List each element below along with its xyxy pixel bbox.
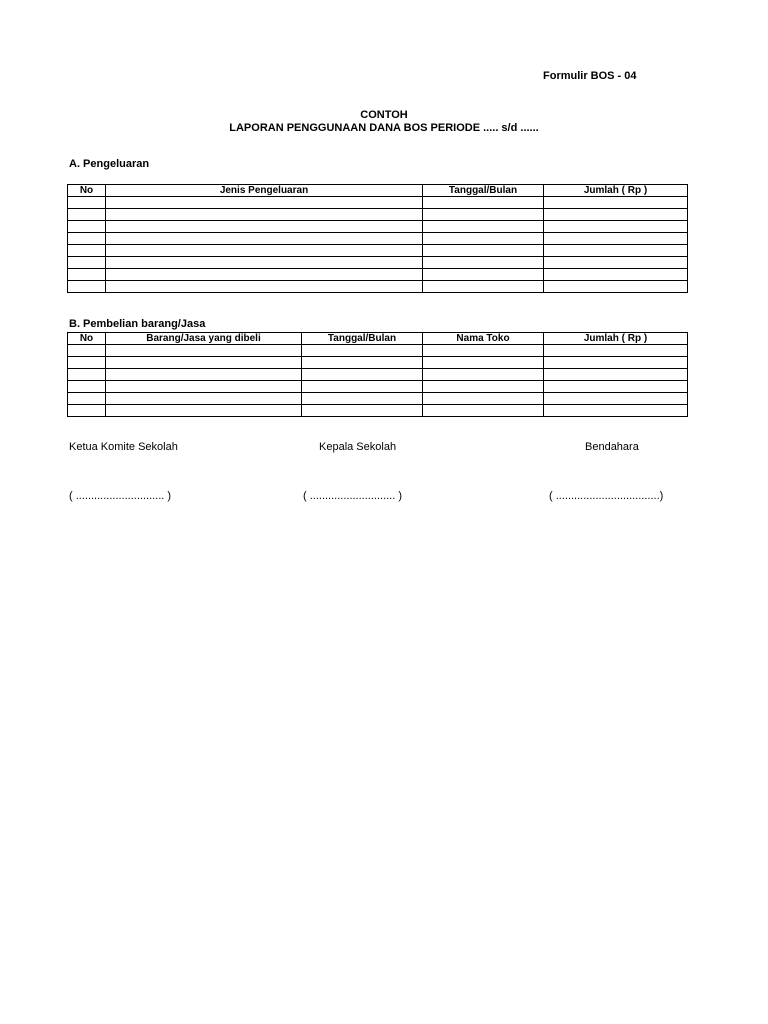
table-cell <box>423 357 544 369</box>
column-header: Jumlah ( Rp ) <box>544 333 688 345</box>
signature-line-kepala: ( ............................ ) <box>303 490 403 502</box>
table-cell <box>106 369 302 381</box>
table-cell <box>106 405 302 417</box>
table-cell <box>106 393 302 405</box>
table-cell <box>106 245 423 257</box>
table-cell <box>544 393 688 405</box>
table-cell <box>68 357 106 369</box>
table-row <box>68 269 688 281</box>
table-cell <box>544 197 688 209</box>
table-cell <box>302 381 423 393</box>
table-cell <box>302 345 423 357</box>
table-row <box>68 221 688 233</box>
table-cell <box>106 269 423 281</box>
table-cell <box>106 345 302 357</box>
table-cell <box>106 197 423 209</box>
table-cell <box>106 281 423 293</box>
table-cell <box>544 233 688 245</box>
column-header: Barang/Jasa yang dibeli <box>106 333 302 345</box>
signature-label-bendahara: Bendahara <box>585 441 639 453</box>
table-cell <box>423 245 544 257</box>
table-row <box>68 369 688 381</box>
table-cell <box>423 257 544 269</box>
table-header-row <box>68 185 688 197</box>
table-cell <box>423 209 544 221</box>
column-header: No <box>68 185 106 197</box>
table-row <box>68 233 688 245</box>
table-cell <box>68 245 106 257</box>
table-cell <box>68 369 106 381</box>
signature-line-bendahara: ( ..................................) <box>549 490 664 502</box>
table-cell <box>544 209 688 221</box>
table-cell <box>302 405 423 417</box>
table-cell <box>544 381 688 393</box>
table-cell <box>544 269 688 281</box>
table-cell <box>68 209 106 221</box>
table-row <box>68 345 688 357</box>
column-header: Jumlah ( Rp ) <box>544 185 688 197</box>
document-title: CONTOH <box>360 109 408 121</box>
table-cell <box>423 269 544 281</box>
table-cell <box>423 369 544 381</box>
table-cell <box>68 381 106 393</box>
table-cell <box>544 245 688 257</box>
table-cell <box>106 381 302 393</box>
table-row <box>68 357 688 369</box>
table-cell <box>68 345 106 357</box>
table-cell <box>302 393 423 405</box>
table-cell <box>106 209 423 221</box>
table-cell <box>68 393 106 405</box>
table-header-row <box>68 333 688 345</box>
table-cell <box>68 197 106 209</box>
table-cell <box>423 221 544 233</box>
document-subtitle: LAPORAN PENGGUNAAN DANA BOS PERIODE ..... s/d ...... <box>229 122 539 134</box>
table-cell <box>544 405 688 417</box>
table-row <box>68 245 688 257</box>
table-cell <box>68 269 106 281</box>
signature-line-ketua: ( ............................. ) <box>69 490 172 502</box>
table-cell <box>68 257 106 269</box>
table-cell <box>544 281 688 293</box>
table-cell <box>544 345 688 357</box>
column-header: No <box>68 333 106 345</box>
table-row <box>68 381 688 393</box>
column-header: Tanggal/Bulan <box>423 185 544 197</box>
table-cell <box>68 405 106 417</box>
column-header: Nama Toko <box>423 333 544 345</box>
table-cell <box>106 257 423 269</box>
column-header: Jenis Pengeluaran <box>106 185 423 197</box>
table-row <box>68 257 688 269</box>
signature-label-ketua: Ketua Komite Sekolah <box>69 441 178 453</box>
table-cell <box>423 345 544 357</box>
table-cell <box>423 197 544 209</box>
table-cell <box>423 381 544 393</box>
table-cell <box>106 221 423 233</box>
table-row <box>68 197 688 209</box>
table-row <box>68 393 688 405</box>
table-cell <box>106 357 302 369</box>
table-cell <box>544 257 688 269</box>
column-header: Tanggal/Bulan <box>302 333 423 345</box>
pengeluaran-table <box>67 184 688 293</box>
table-cell <box>544 357 688 369</box>
table-cell <box>302 369 423 381</box>
table-cell <box>68 281 106 293</box>
table-cell <box>423 405 544 417</box>
pembelian-table <box>67 332 688 417</box>
table-cell <box>106 233 423 245</box>
section-b-heading: B. Pembelian barang/Jasa <box>69 318 206 330</box>
table-cell <box>423 281 544 293</box>
section-a-heading: A. Pengeluaran <box>69 158 150 170</box>
table-cell <box>68 221 106 233</box>
table-cell <box>68 233 106 245</box>
table-cell <box>423 393 544 405</box>
table-row <box>68 209 688 221</box>
table-cell <box>302 357 423 369</box>
table-cell <box>544 369 688 381</box>
form-code: Formulir BOS - 04 <box>543 70 637 82</box>
table-cell <box>544 221 688 233</box>
table-row <box>68 405 688 417</box>
signature-label-kepala: Kepala Sekolah <box>319 441 397 453</box>
table-row <box>68 281 688 293</box>
table-cell <box>423 233 544 245</box>
